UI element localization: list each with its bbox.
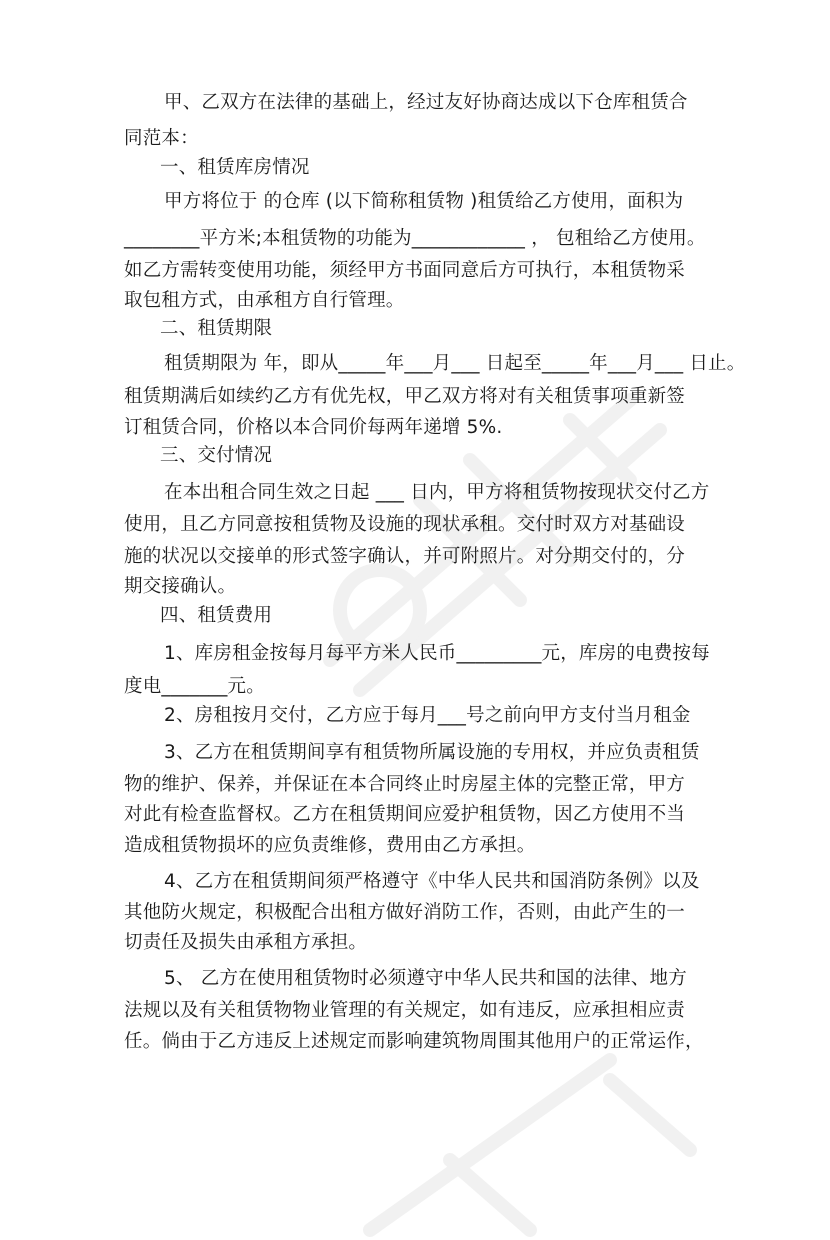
- clause-4-line-3: 切责任及损失由承租方承担。: [124, 932, 368, 953]
- paragraph-3-line-1: 在本出租合同生效之日起 ___ 日内，甲方将租赁物按现状交付乙方: [164, 482, 710, 503]
- paragraph-1-line-2: ________平方米;本租赁物的功能为____________ ， 包租给乙方使用。: [124, 228, 706, 249]
- clause-3-line-2: 物的维护、保养，并保证在本合同终止时房屋主体的完整正常，甲方: [124, 774, 686, 795]
- paragraph-3-line-2: 使用，且乙方同意按租赁物及设施的现状承租。交付时双方对基础设: [124, 514, 686, 535]
- clause-3-line-1: 3、乙方在租赁期间享有租赁物所属设施的专用权，并应负责租赁: [164, 742, 700, 763]
- watermark-graphic-lower: [310, 1040, 730, 1240]
- clause-5-line-3: 任。倘由于乙方违反上述规定而影响建筑物周围其他用户的正常运作，: [124, 1031, 704, 1052]
- paragraph-3-line-3: 施的状况以交接单的形式签字确认，并可附照片。对分期交付的，分: [124, 546, 686, 567]
- paragraph-intro-line-1: 甲、乙双方在法律的基础上，经过友好协商达成以下仓库租赁合: [164, 92, 688, 113]
- clause-3-line-4: 造成租赁物损坏的应负责维修，费用由乙方承担。: [124, 835, 536, 856]
- clause-1-line-2: 度电_______元。: [124, 676, 265, 697]
- clause-4-line-1: 4、乙方在租赁期间须严格遵守《中华人民共和国消防条例》以及: [164, 871, 700, 892]
- clause-5-line-1: 5、 乙方在使用租赁物时必须遵守中华人民共和国的法律、地方: [164, 968, 687, 989]
- clause-1-line-1: 1、库房租金按每月每平方米人民币_________元，库房的电费按每: [164, 643, 710, 664]
- section-heading-3: 三、交付情况: [160, 445, 273, 466]
- paragraph-1-line-3: 如乙方需转变使用功能，须经甲方书面同意后方可执行，本租赁物采: [124, 260, 686, 281]
- clause-3-line-3: 对此有检查监督权。乙方在租赁期间应爱护租赁物，因乙方使用不当: [124, 804, 686, 825]
- paragraph-2-line-2: 租赁期满后如续约乙方有优先权，甲乙双方将对有关租赁事项重新签: [124, 386, 686, 407]
- clause-4-line-2: 其他防火规定，积极配合出租方做好消防工作，否则，由此产生的一: [124, 902, 686, 923]
- clause-5-line-2: 法规以及有关租赁物物业管理的有关规定，如有违反，应承担相应责: [124, 1000, 686, 1021]
- paragraph-intro-line-2: 同范本：: [124, 128, 199, 149]
- section-heading-4: 四、租赁费用: [160, 605, 273, 626]
- section-heading-2: 二、租赁期限: [160, 318, 273, 339]
- paragraph-1-line-1: 甲方将位于 的仓库 (以下简称租赁物 )租赁给乙方使用，面积为: [164, 191, 684, 212]
- paragraph-3-line-4: 期交接确认。: [124, 576, 237, 597]
- paragraph-1-line-4: 取包租方式，由承租方自行管理。: [124, 290, 405, 311]
- section-heading-1: 一、租赁库房情况: [160, 157, 310, 178]
- paragraph-2-line-3: 订租赁合同，价格以本合同价每两年递增 5%.: [124, 417, 503, 438]
- clause-2-line-1: 2、房租按月交付，乙方应于每月___号之前向甲方支付当月租金: [164, 705, 691, 726]
- paragraph-2-line-1: 租赁期限为 年，即从_____年___月___ 日起至_____年___月___ 日止。: [164, 353, 746, 374]
